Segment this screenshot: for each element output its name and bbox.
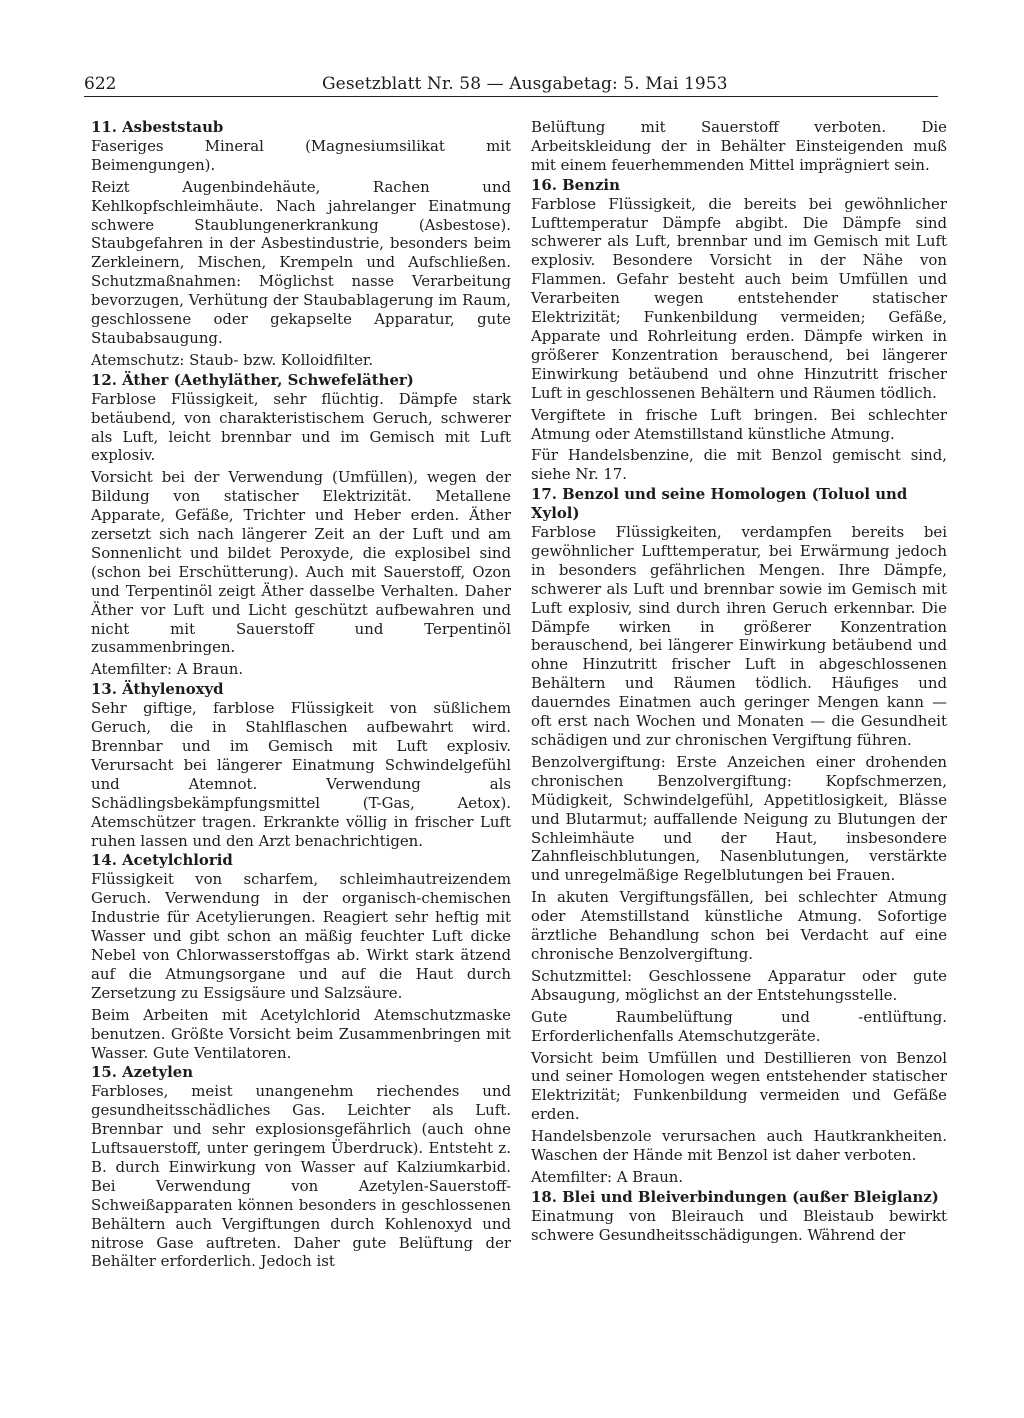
section-paragraph: Belüftung mit Sauerstoff verboten. Die Arbeitskleidung der in Behälter Einsteigenden muß mit einem feuerhemmenden Mittel imprägniert sein.: [531, 118, 947, 174]
section-asbeststaub: [91, 118, 511, 370]
section-paragraph: Farblose Flüssigkeit, sehr flüchtig. Dämpfe stark betäubend, von charakteristischem Geruch, schwerer als Luft, leicht brennbar und im Gemisch mit Luft explosiv.: [91, 389, 511, 465]
section-acetylchlorid: [91, 851, 511, 1062]
section-paragraph: Farbloses, meist unangenehm riechendes und gesundheitsschädliches Gas. Leichter als Luft. Brennbar und sehr explosionsgefährlich (auch ohne Luftsauerstoff, unter geringem Überdruck). Entsteht z. B. durch Einwirkung von Wasser auf Kalziumkarbid. Bei Verwendung von Azetylen-Sauerstoff-Schweißapparaten können besonders in geschlossenen Behältern auch Vergiftungen durch Kohlenoxyd und nitrose Gase auftreten. Daher gute Belüftung der Behälter erforderlich. Jedoch ist: [91, 1082, 511, 1271]
section-title: 18. Blei und Bleiverbindungen (außer Bleiglanz): [531, 1187, 939, 1206]
section-paragraph: Beim Arbeiten mit Acetylchlorid Atemschutzmaske benutzen. Größte Vorsicht beim Zusammenbringen mit Wasser. Gute Ventilatoren.: [91, 1005, 511, 1062]
section-paragraph: Atemfilter: A Braun.: [91, 660, 244, 679]
page-header: [84, 68, 938, 97]
section-paragraph: Farblose Flüssigkeit, die bereits bei gewöhnlicher Lufttemperatur Dämpfe abgibt. Die Dämpfe sind schwerer als Luft, brennbar und im Gemisch mit Luft explosiv. Besondere Vorsicht in der Nähe von Flammen. Gefahr besteht auch beim Umfüllen und Verarbeiten wegen entstehender statischer Elektrizität; Funkenbildung vermeiden; Gefäße, Apparate und Rohrleitung erden. Dämpfe wirken in größerer Konzentration berauschend, bei längerer Einwirkung betäubend und ohne Hinzutritt frischer Luft in geschlossenen Behältern und Räumen tödlich.: [531, 194, 947, 402]
section-paragraph: Vergiftete in frische Luft bringen. Bei schlechter Atmung oder Atemstillstand künstliche Atmung.: [531, 405, 947, 443]
section-aether: [91, 371, 511, 680]
section-paragraph: Vorsicht beim Umfüllen und Destillieren von Benzol und seiner Homologen wegen entstehender statischer Elektrizität; Funkenbildung vermeiden und Gefäße erden.: [531, 1048, 947, 1124]
section-paragraph: Einatmung von Bleirauch und Bleistaub bewirkt schwere Gesundheitsschädigungen. Während der: [531, 1206, 947, 1244]
section-title: 13. Äthylenoxyd: [91, 680, 224, 699]
section-title: 14. Acetylchlorid: [91, 851, 233, 870]
section-paragraph: Vorsicht bei der Verwendung (Umfüllen), wegen der Bildung von statischer Elektrizität. Metallene Apparate, Gefäße, Trichter und Heber erden. Äther zersetzt sich nach längerer Zeit an der Luft und am Sonnenlicht und bildet Peroxyde, die explosibel sind (schon bei Erschütterung). Auch mit Sauerstoff, Ozon und Terpentinöl zeigt Äther dasselbe Verhalten. Daher Äther vor Luft und Licht geschützt aufbewahren und nicht mit Sauerstoff und Terpentinöl zusammenbringen.: [91, 468, 511, 657]
section-paragraph: Schutzmittel: Geschlossene Apparatur oder gute Absaugung, möglichst an der Entstehungsstelle.: [531, 966, 947, 1004]
section-azetylen: [91, 1063, 511, 1271]
section-blei: [531, 1188, 947, 1245]
section-title: 16. Benzin: [531, 175, 620, 194]
section-paragraph: Farblose Flüssigkeiten, verdampfen bereits bei gewöhnlicher Lufttemperatur, bei Erwärmung jedoch in besonders gefährlichen Mengen. Ihre Dämpfe, schwerer als Luft und brennbar sowie im Gemisch mit Luft explosiv, sind durch ihren Geruch erkennbar. Die Dämpfe wirken in größerer Konzentration berauschend, bei längerer Einwirkung betäubend und ohne Hinzutritt frischer Luft in abgeschlossenen Behältern und Räumen tödlich. Häufiges und dauerndes Einatmen auch geringer Mengen kann — oft erst nach Wochen und Monaten — die Gesundheit schädigen und zur chronischen Vergiftung führen.: [531, 523, 947, 749]
section-paragraph: Flüssigkeit von scharfem, schleimhautreizendem Geruch. Verwendung in der organisch-chemischen Industrie für Acetylierungen. Reagiert sehr heftig mit Wasser und gibt schon an mäßig feuchter Luft dicke Nebel von Chlorwasserstoffgas ab. Wirkt stark ätzend auf die Atmungsorgane und auf die Haut durch Zersetzung zu Essigsäure und Salzsäure.: [91, 870, 511, 1002]
section-title: 15. Azetylen: [91, 1063, 194, 1082]
right-column: [531, 118, 947, 1245]
section-paragraph: Für Handelsbenzine, die mit Benzol gemischt sind, siehe Nr. 17.: [531, 446, 947, 484]
section-azetylen-continued: [531, 118, 947, 175]
section-paragraph: Benzolvergiftung: Erste Anzeichen einer drohenden chronischen Benzolvergiftung: Kopfschmerzen, Müdigkeit, Schwindelgefühl, Appetitlosigkeit, Blässe und Blutarmut; auffallende Neigung zu Blutungen der Schleimhäute und der Haut, insbesondere Zahnfleischblutungen, Nasenblutungen, verstärkte und unregelmäßige Regelblutungen bei Frauen.: [531, 752, 947, 885]
section-title: 11. Asbeststaub: [91, 118, 224, 136]
running-title: Gesetzblatt Nr. 58 — Ausgabetag: 5. Mai 1953: [322, 74, 728, 94]
section-paragraph: Reizt Augenbindehäute, Rachen und Kehlkopfschleimhäute. Nach jahrelanger Einatmung schwere Staublungenerkrankung (Asbestose). Staubgefahren in der Asbestindustrie, besonders beim Zerkleinern, Mischen, Krempeln und Aufschließen. Schutzmaßnahmen: Möglichst nasse Verarbeitung bevorzugen, Verhütung der Staubablagerung im Raum, geschlossene oder gekapselte Apparatur, gute Staubabsaugung.: [91, 177, 511, 347]
section-paragraph: Handelsbenzole verursachen auch Hautkrankheiten. Waschen der Hände mit Benzol ist daher verboten.: [531, 1127, 947, 1165]
section-paragraph: Atemschutz: Staub- bzw. Kolloidfilter.: [91, 350, 374, 369]
section-benzin: [531, 176, 947, 485]
section-paragraph: Atemfilter: A Braun.: [531, 1167, 684, 1186]
section-paragraph: In akuten Vergiftungsfällen, bei schlechter Atmung oder Atemstillstand künstliche Atmung. Sofortige ärztliche Behandlung schon bei Verdacht auf eine chronische Benzolvergiftung.: [531, 888, 947, 963]
left-column: [91, 118, 511, 1271]
section-paragraph: Faseriges Mineral (Magnesiumsilikat mit Beimengungen).: [91, 136, 511, 174]
section-paragraph: Gute Raumbelüftung und -entlüftung. Erforderlichenfalls Atemschutzgeräte.: [531, 1007, 947, 1045]
section-benzol: [531, 485, 947, 1187]
section-paragraph: Sehr giftige, farblose Flüssigkeit von süßlichem Geruch, die in Stahlflaschen aufbewahrt wird. Brennbar und im Gemisch mit Luft explosiv. Verursacht bei längerer Einatmung Schwindelgefühl und Atemnot. Verwendung als Schädlingsbekämpfungsmittel (T-Gas, Aetox). Atemschützer tragen. Erkrankte völlig in frischer Luft ruhen lassen und den Arzt benachrichtigen.: [91, 699, 511, 850]
section-title: 17. Benzol und seine Homologen (Toluol und Xylol): [531, 485, 908, 523]
page-number: 622: [84, 74, 117, 94]
section-title: 12. Äther (Aethyläther, Schwefeläther): [91, 370, 414, 389]
section-aethylenoxyd: [91, 680, 511, 850]
